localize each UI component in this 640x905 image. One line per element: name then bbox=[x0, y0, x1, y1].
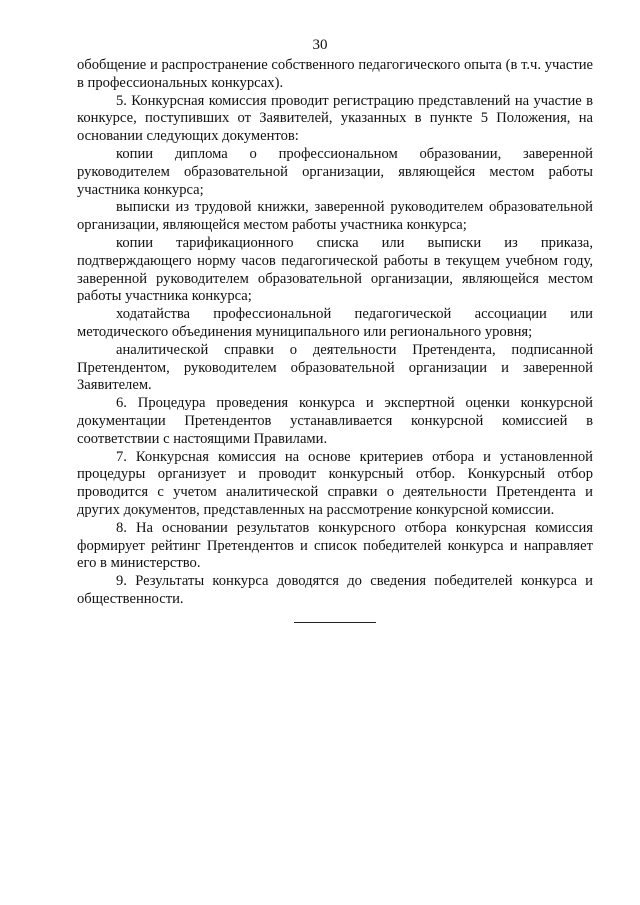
end-divider-line bbox=[294, 622, 376, 623]
page-number: 30 bbox=[312, 37, 328, 53]
document-body bbox=[77, 57, 593, 609]
paragraph-tariff-list: копии тарификационного списка или выписки из приказа, подтверждающего норму часов педагогической работы в текущем учебном году, заверенной руководителем образовательной организации, являющейся местом работы участника конкурса; bbox=[77, 234, 593, 305]
paragraph-registration: 5. Конкурсная комиссия проводит регистрацию представлений на участие в конкурсе, поступивших от Заявителей, указанных в пункте 5 Положения, на основании следующих документов: bbox=[77, 92, 593, 145]
paragraph-workbook-extract: выписки из трудовой книжки, заверенной руководителем образовательной организации, являющейся местом работы участника конкурса; bbox=[77, 199, 593, 234]
paragraph-diploma-copy: копии диплома о профессиональном образовании, заверенной руководителем образовательной организации, являющейся местом работы участника конкурса; bbox=[77, 145, 593, 198]
paragraph-analytical-report: аналитической справки о деятельности Претендента, подписанной Претендентом, руководителем образовательной организации и заверенной Заявителем. bbox=[77, 341, 593, 394]
paragraph-results: 9. Результаты конкурса доводятся до сведения победителей конкурса и общественности. bbox=[77, 573, 593, 607]
paragraph-rating: 8. На основании результатов конкурсного отбора конкурсная комиссия формирует рейтинг Претендентов и список победителей конкурса и направляет его в министерство. bbox=[77, 519, 593, 572]
paragraph-petition: ходатайства профессиональной педагогической ассоциации или методического объединения муниципального или регионального уровня; bbox=[77, 306, 593, 340]
paragraph-selection: 7. Конкурсная комиссия на основе критериев отбора и установленной процедуры организует и проводит конкурсный отбор. Конкурсный отбор проводится с учетом аналитической справки о деятельности Претендента и других документов, представленных на рассмотрение конкурсной комиссии. bbox=[77, 448, 593, 518]
paragraph-procedure: 6. Процедура проведения конкурса и экспертной оценки конкурсной документации Претендентов устанавливается конкурсной комиссией в соответствии с настоящими Правилами. bbox=[77, 395, 593, 447]
paragraph-experience-sharing: обобщение и распространение собственного педагогического опыта (в т.ч. участие в профессиональных конкурсах). bbox=[77, 57, 593, 91]
